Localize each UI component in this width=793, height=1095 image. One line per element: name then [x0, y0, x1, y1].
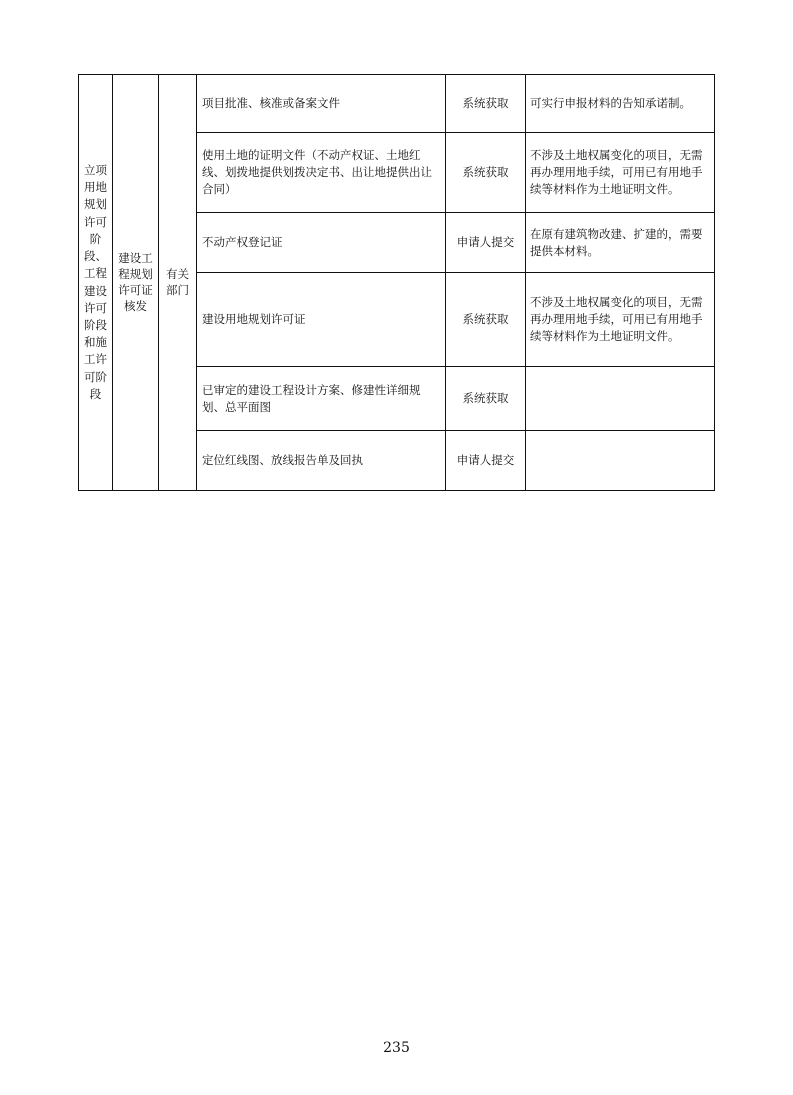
material-cell: 项目批准、核准或备案文件 — [197, 75, 446, 133]
source-cell: 系统获取 — [446, 273, 526, 367]
note-cell: 不涉及土地权属变化的项目，无需再办理用地手续，可用已有用地手续等材料作为土地证明文件。 — [526, 273, 715, 367]
source-cell: 申请人提交 — [446, 431, 526, 491]
department-cell — [159, 75, 197, 491]
source-cell: 系统获取 — [446, 75, 526, 133]
source-cell: 系统获取 — [446, 367, 526, 431]
table-row — [79, 75, 715, 133]
source-cell: 申请人提交 — [446, 213, 526, 273]
material-cell: 已审定的建设工程设计方案、修建性详细规划、总平面图 — [197, 367, 446, 431]
materials-table — [78, 74, 715, 491]
department-text: 有关部门 — [166, 267, 189, 297]
material-cell: 不动产权登记证 — [197, 213, 446, 273]
note-cell — [526, 367, 715, 431]
stage-text: 立项用地规划许可阶段、工程建设许可阶段和施工许可阶段 — [84, 163, 107, 401]
material-cell: 使用土地的证明文件（不动产权证、土地红线、划拨地提供划拨决定书、出让地提供出让合同） — [197, 133, 446, 213]
note-cell: 在原有建筑物改建、扩建的，需要提供本材料。 — [526, 213, 715, 273]
item-cell — [113, 75, 159, 491]
note-cell: 不涉及土地权属变化的项目，无需再办理用地手续，可用已有用地手续等材料作为土地证明文件。 — [526, 133, 715, 213]
note-cell: 可实行申报材料的告知承诺制。 — [526, 75, 715, 133]
item-text: 建设工程规划许可证核发 — [118, 251, 153, 313]
material-cell: 定位红线图、放线报告单及回执 — [197, 431, 446, 491]
material-cell: 建设用地规划许可证 — [197, 273, 446, 367]
source-cell: 系统获取 — [446, 133, 526, 213]
stage-cell — [79, 75, 113, 491]
note-cell — [526, 431, 715, 491]
page-number: 235 — [383, 1040, 410, 1056]
